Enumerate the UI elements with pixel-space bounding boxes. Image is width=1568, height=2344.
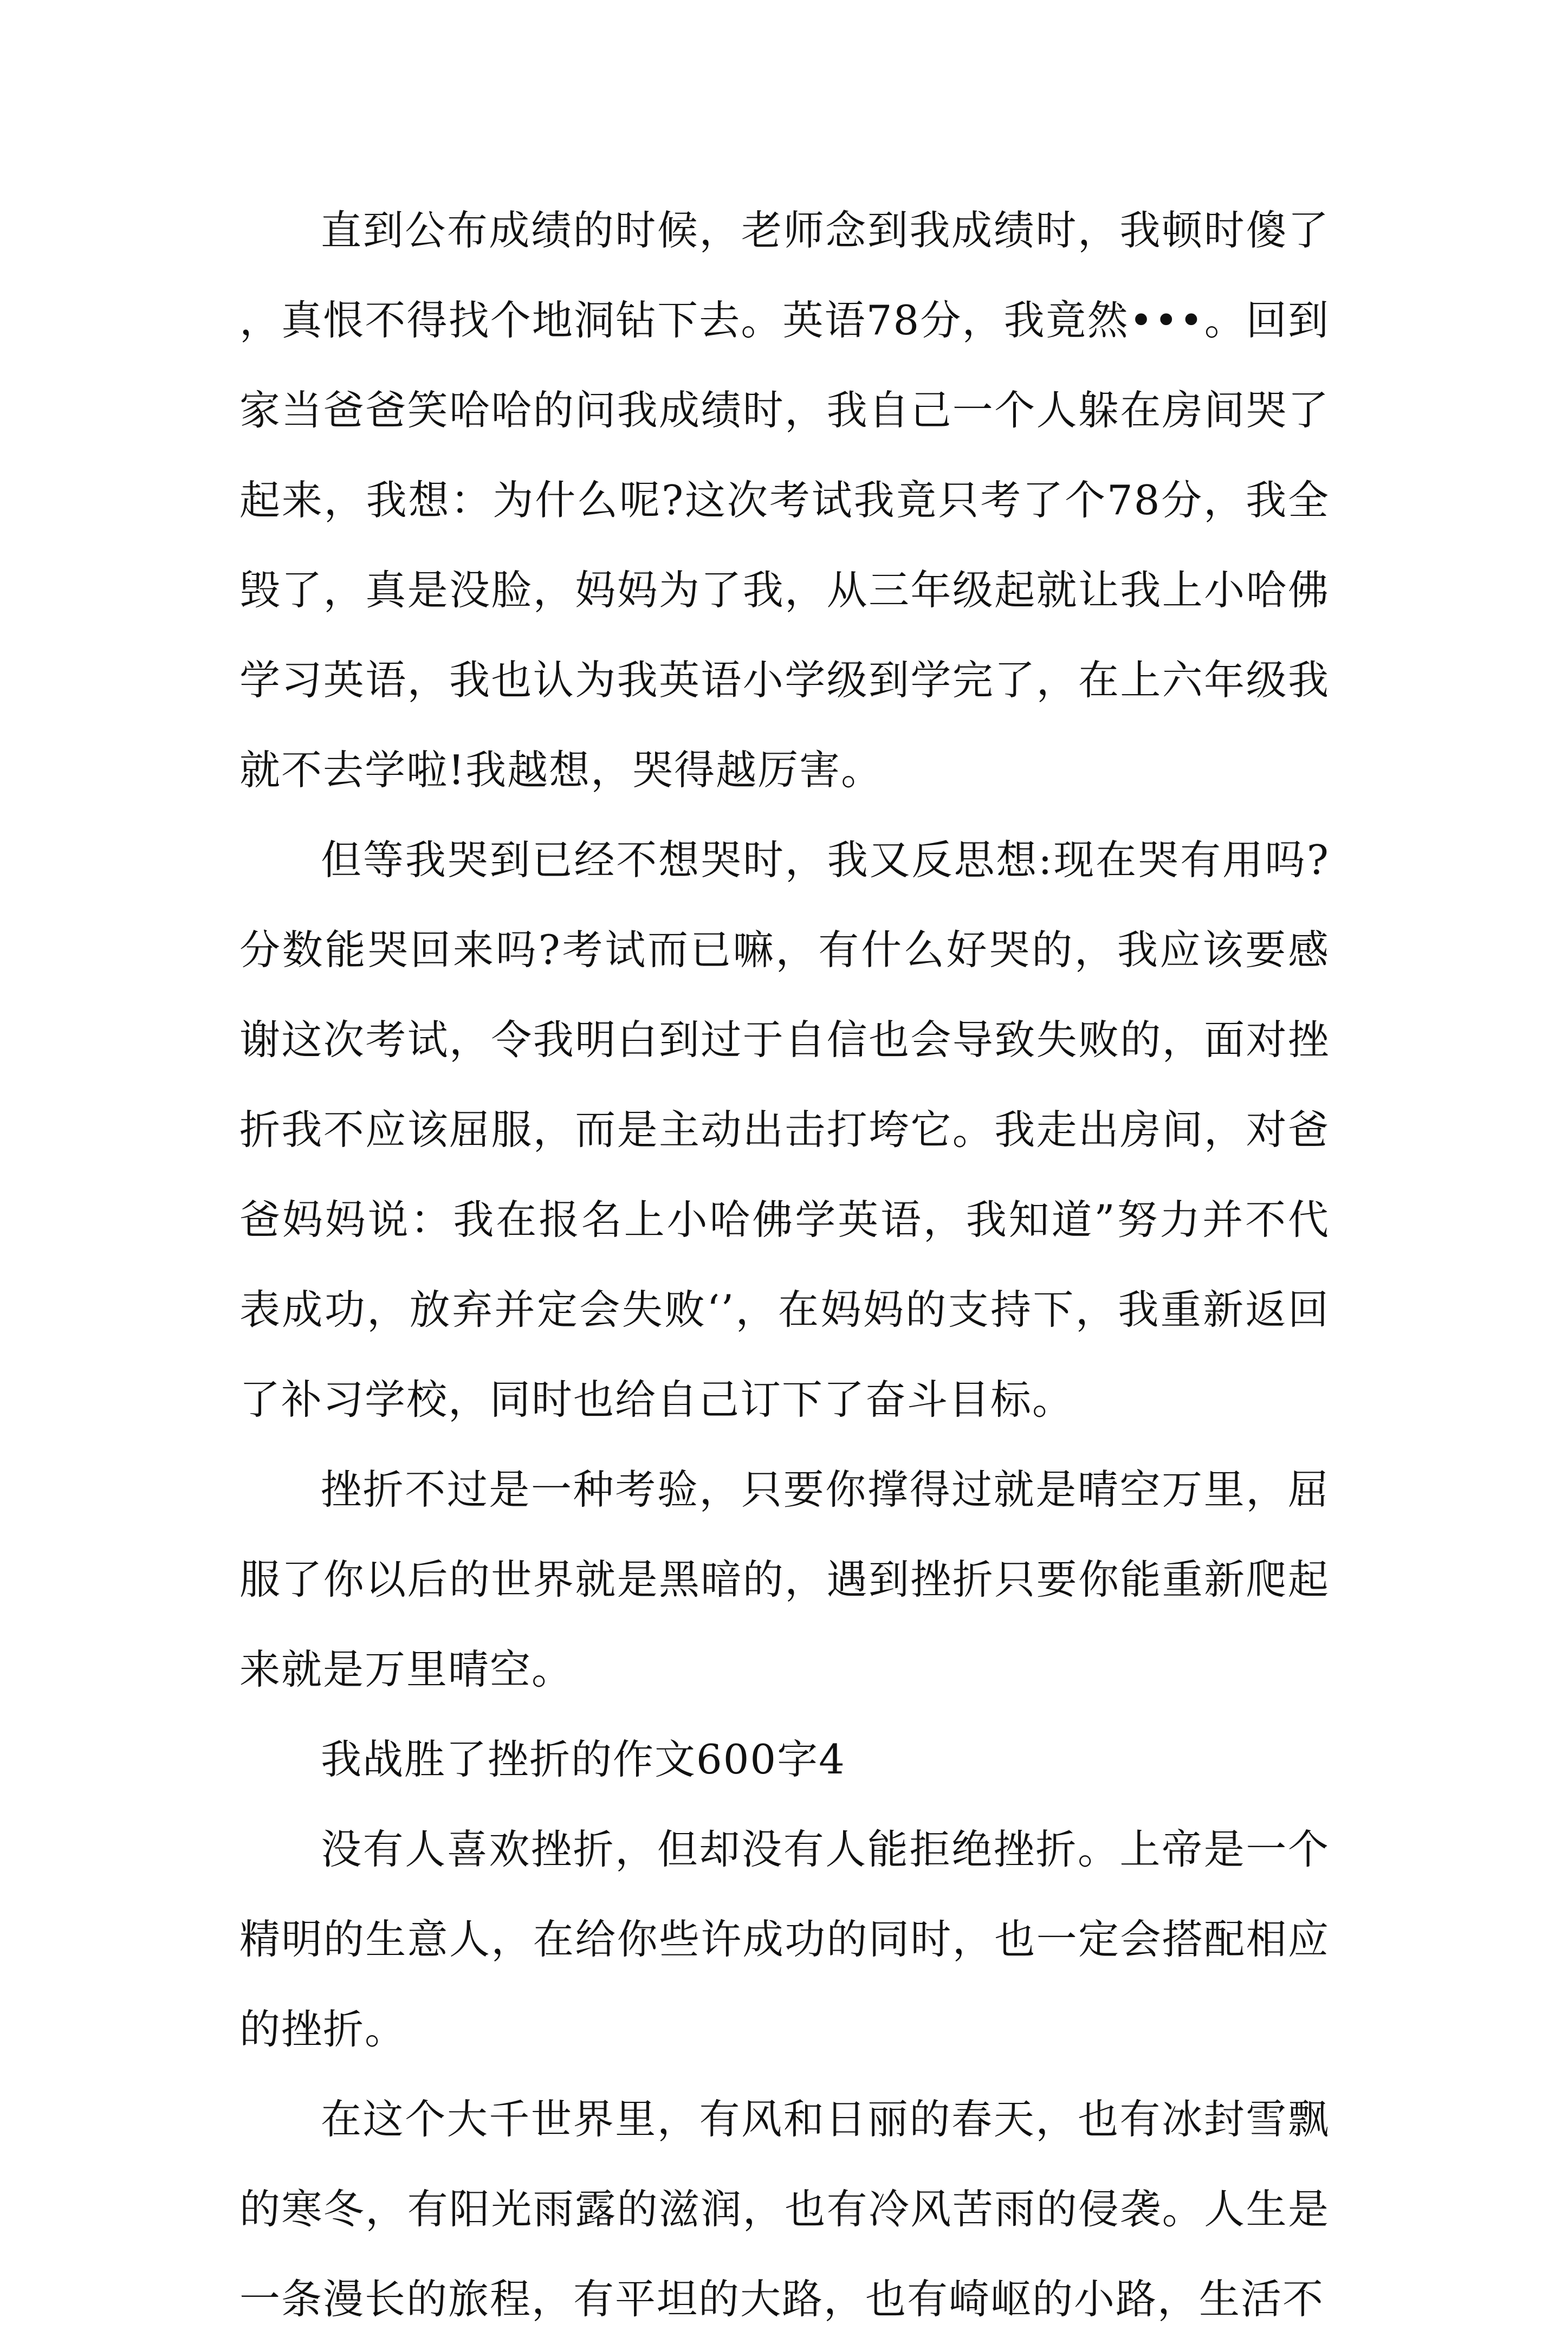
- section-heading: 我战胜了挫折的作文600字4: [321, 1736, 846, 1783]
- paragraph-5: 在这个大千世界里，有风和日丽的春天，也有冰封雪飘的寒冬，有阳光雨露的滋润，也有冷风苦雨的侵袭。人生是一条漫长的旅程，有平坦的大路，也有崎岖的小路，生活不: [239, 2095, 1330, 2323]
- paragraph-1: 直到公布成绩的时候，老师念到我成绩时，我顿时傻了，真恨不得找个地洞钻下去。英语78分，我竟然•••。回到家当爸爸笑哈哈的问我成绩时，我自己一个人躲在房间哭了起来，我想：为什么呢?这次考试我竟只考了个78分，我全毁了，真是没脸，妈妈为了我，从三年级起就让我上小哈佛学习英语，我也认为我英语小学级到学完了，在上六年级我就不去学啦!我越想，哭得越厉害。: [239, 206, 1330, 794]
- paragraph-2: 但等我哭到已经不想哭时，我又反思想:现在哭有用吗?分数能哭回来吗?考试而已嘛，有什么好哭的，我应该要感谢这次考试，令我明白到过于自信也会导致失败的，面对挫折我不应该屈服，而是主动出击打垮它。我走出房间，对爸爸妈妈说：我在报名上小哈佛学英语，我知道”努力并不代表成功，放弃并定会失败‘’，在妈妈的支持下，我重新返回了补习学校，同时也给自己订下了奋斗目标。: [239, 836, 1330, 1423]
- document-body: [239, 185, 1330, 2344]
- paragraph-3: 挫折不过是一种考验，只要你撑得过就是晴空万里，屈服了你以后的世界就是黑暗的，遇到挫折只要你能重新爬起来就是万里晴空。: [239, 1466, 1330, 1693]
- paragraph-4: 没有人喜欢挫折，但却没有人能拒绝挫折。上帝是一个精明的生意人，在给你些许成功的同时，也一定会搭配相应的挫折。: [239, 1825, 1330, 2053]
